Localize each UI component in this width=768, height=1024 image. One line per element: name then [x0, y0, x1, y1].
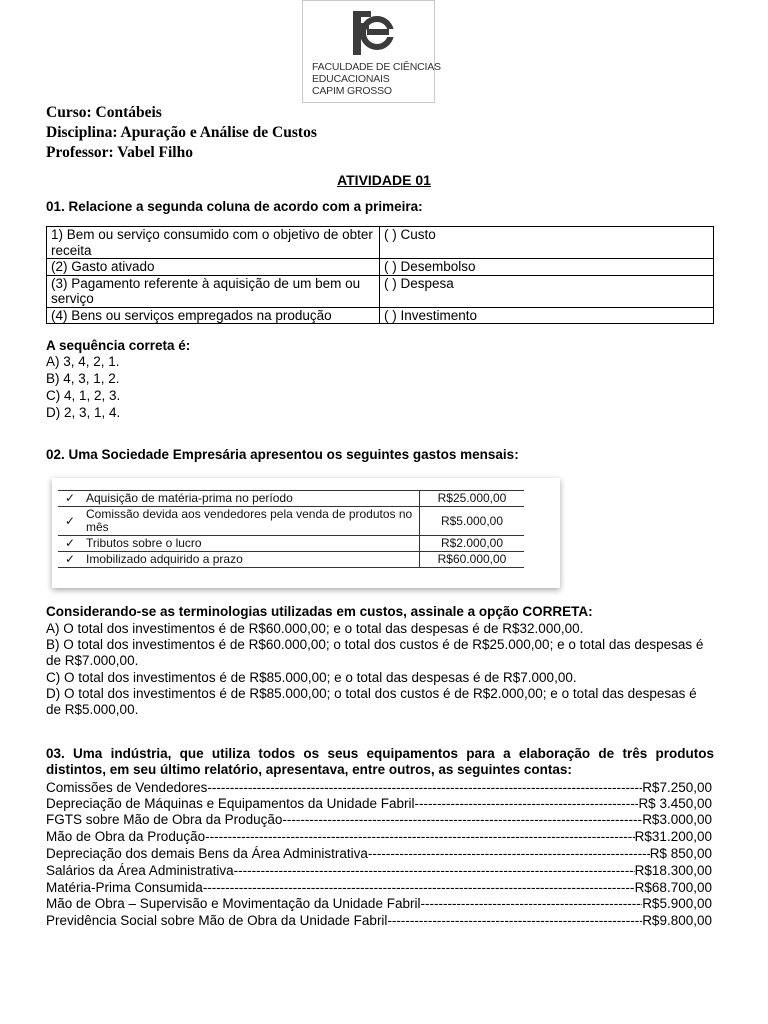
account-line: [46, 913, 712, 929]
q1-option-c: C) 4, 1, 2, 3.: [46, 388, 121, 403]
account-label: Mão de Obra da Produção: [46, 829, 206, 844]
expense-amount: R$2.000,00: [420, 536, 525, 552]
q2-option-d: D) O total dos investimentos é de R$85.000,00; o total dos custos é de R$2.000,00; e o total das despesas é de R$5.000,00.: [46, 686, 697, 717]
account-value: R$68.700,00: [634, 880, 712, 895]
q1-prompt: 01. Relacione a segunda coluna de acordo com a primeira:: [46, 199, 423, 214]
table-row: [58, 536, 524, 552]
account-line: [46, 896, 712, 912]
table-row: [58, 552, 524, 568]
table-row: [47, 307, 714, 324]
account-line: [46, 863, 712, 879]
account-label: Mão de Obra – Supervisão e Movimentação da Unidade Fabril: [46, 896, 421, 911]
q1-option-a: A) 3, 4, 2, 1.: [46, 354, 120, 369]
right-cell: ( ) Desembolso: [380, 259, 714, 276]
logo-text-line1: FACULDADE DE CIÊNCIAS: [312, 61, 441, 73]
account-line: [46, 812, 712, 828]
account-label: Depreciação de Máquinas e Equipamentos da Unidade Fabril: [46, 796, 415, 811]
q2-prompt: 02. Uma Sociedade Empresária apresentou os seguintes gastos mensais:: [46, 447, 519, 462]
expense-amount: R$25.000,00: [420, 491, 525, 507]
account-value: R$9.800,00: [642, 913, 712, 928]
check-icon: ✓: [58, 536, 82, 552]
account-value: R$7.250,00: [642, 780, 712, 795]
q1-option-d: D) 2, 3, 1, 4.: [46, 405, 121, 420]
account-value: R$31.200,00: [634, 829, 712, 844]
logo-text-line2: EDUCACIONAIS: [312, 73, 390, 85]
q2-option-c: C) O total dos investimentos é de R$85.000,00; e o total das despesas é de R$7.000,00.: [46, 670, 577, 685]
activity-title: ATIVIDADE 01: [337, 172, 431, 188]
expense-desc: Tributos sobre o lucro: [82, 536, 420, 552]
account-label: FGTS sobre Mão de Obra da Produção: [46, 812, 283, 827]
fce-logo-icon: [341, 7, 397, 59]
account-line: [46, 780, 712, 796]
professor-label: Professor: Vabel Filho: [46, 144, 193, 161]
table-row: [58, 507, 524, 536]
logo-text-line3: CAPIM GROSSO: [312, 85, 392, 97]
table-row: [47, 259, 714, 276]
q1-option-b: B) 4, 3, 1, 2.: [46, 371, 120, 386]
table-row: [47, 275, 714, 307]
left-cell: (4) Bens ou serviços empregados na produção: [47, 307, 380, 324]
right-cell: ( ) Investimento: [380, 307, 714, 324]
account-label: Salários da Área Administrativa: [46, 863, 234, 878]
account-label: Matéria-Prima Consumida: [46, 880, 203, 895]
account-value: R$3.000,00: [642, 812, 712, 827]
account-line: [46, 796, 712, 812]
discipline-label: Disciplina: Apuração e Análise de Custos: [46, 124, 317, 141]
account-line: [46, 829, 712, 845]
account-value: R$5.900,00: [642, 896, 712, 911]
expense-amount: R$60.000,00: [420, 552, 525, 568]
institution-logo: [302, 0, 441, 103]
course-label: Curso: Contábeis: [46, 104, 162, 121]
expense-desc: Imobilizado adquirido a prazo: [82, 552, 420, 568]
account-line: [46, 880, 712, 896]
check-icon: ✓: [58, 507, 82, 536]
account-label: Previdência Social sobre Mão de Obra da Unidade Fabril: [46, 913, 388, 928]
expense-desc: Aquisição de matéria-prima no período: [82, 491, 420, 507]
left-cell: (3) Pagamento referente à aquisição de um bem ou serviço: [47, 275, 380, 307]
q2-option-a: A) O total dos investimentos é de R$60.000,00; e o total das despesas é de R$32.000,00.: [46, 621, 584, 636]
left-cell: 1) Bem ou serviço consumido com o objetivo de obter receita: [47, 227, 380, 259]
expense-amount: R$5.000,00: [420, 507, 525, 536]
left-cell: (2) Gasto ativado: [47, 259, 380, 276]
check-icon: ✓: [58, 552, 82, 568]
q1-answer-prompt: A sequência correta é:: [46, 338, 191, 353]
table-row: [47, 227, 714, 259]
q2-expenses-table-image: [52, 478, 560, 588]
account-label: Depreciação dos demais Bens da Área Administrativa: [46, 846, 368, 861]
q2-option-b: B) O total dos investimentos é de R$60.000,00; o total dos custos é de R$25.000,00; e o total das despesas é de R$7.000,00.: [46, 637, 704, 668]
account-line: [46, 846, 712, 862]
account-label: Comissões de Vendedores: [46, 780, 208, 795]
q3-prompt: 03. Uma indústria, que utiliza todos os seus equipamentos para a elaboração de três produtos distintos, em seu último relatório, apresentava, entre outros, as seguintes contas:: [46, 746, 714, 777]
expense-desc: Comissão devida aos vendedores pela venda de produtos no mês: [82, 507, 420, 536]
account-value: R$18.300,00: [634, 863, 712, 878]
table-row: [58, 491, 524, 507]
right-cell: ( ) Custo: [380, 227, 714, 259]
q2-question: Considerando-se as terminologias utilizadas em custos, assinale a opção CORRETA:: [46, 604, 593, 619]
account-value: R$ 3.450,00: [638, 796, 712, 811]
account-value: R$ 850,00: [649, 846, 712, 861]
check-icon: ✓: [58, 491, 82, 507]
right-cell: ( ) Despesa: [380, 275, 714, 307]
q1-relation-table: [46, 226, 714, 324]
